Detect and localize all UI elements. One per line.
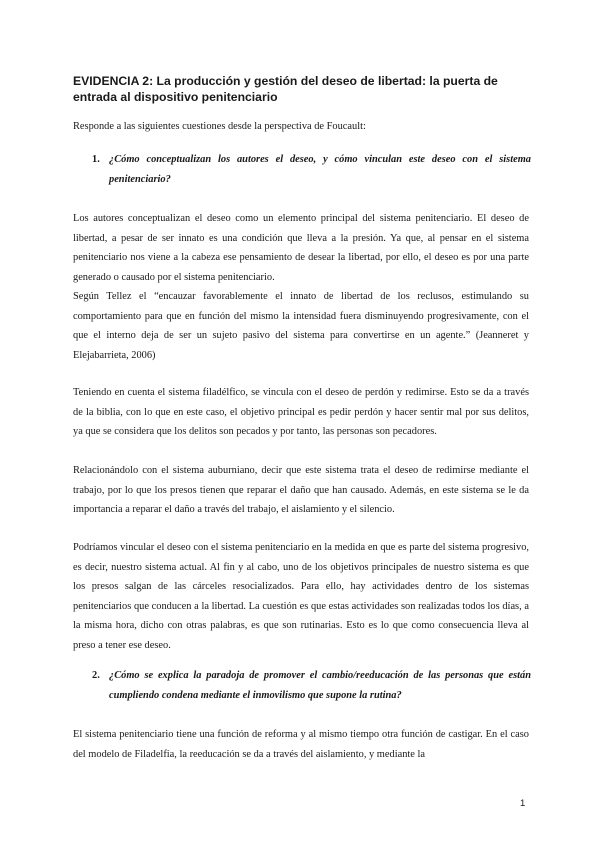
- question-text: ¿Cómo se explica la paradoja de promover el cambio/reeducación de las personas que están cumpliendo condena mediante el inmovilismo que supone la rutina?: [109, 670, 531, 701]
- question-number: 2.: [92, 670, 100, 681]
- body-paragraph: Podríamos vincular el deseo con el sistema penitenciario en la medida en que es parte del sistema progresivo, es decir, nuestro sistema actual. Al fin y al cabo, uno de los objetivos principales de nuestro sistema es que los presos salgan de las cárceles resocializados. Para ello, hay actividades dentro de los sistemas penitenciarios que conducen a la libertad. La cuestión es que estas actividades son realizadas todos los días, a la misma hora, dicho con otras palabras, es que son rutinarias. Esto es lo que como consecuencia lleva al preso a tener ese deseo.: [73, 542, 529, 651]
- question-number: 1.: [92, 154, 100, 165]
- body-paragraph: Teniendo en cuenta el sistema filadélfico, se vincula con el deseo de perdón y redimirse. Esto se da a través de la biblia, con lo que en este caso, el objetivo principal es pedir perdón y hacer sentir mal por sus delitos, ya que se considera que los delitos son pecados y por tanto, las personas son pecadores.: [73, 387, 529, 438]
- page-title: EVIDENCIA 2: La producción y gestión del deseo de libertad: la puerta de entrada al dispositivo penitenciario: [73, 74, 498, 104]
- body-paragraph: Relacionándolo con el sistema auburniano, decir que este sistema trata el deseo de redimirse mediante el trabajo, por lo que los presos tienen que reparar el daño que han causado. Además, en este sistema se le da importancia a reparar el daño a través del trabajo, el aislamiento y el silencio.: [73, 465, 529, 516]
- body-paragraph: El sistema penitenciario tiene una función de reforma y al mismo tiempo otra función de castigar. En el caso del modelo de Filadelfia, la reeducación se da a través del aislamiento, y mediante la: [73, 729, 529, 760]
- page-number: 1: [520, 798, 526, 809]
- question-text: ¿Cómo conceptualizan los autores el deseo, y cómo vinculan este deseo con el sistema penitenciario?: [109, 154, 531, 185]
- intro-text: Responde a las siguientes cuestiones desde la perspectiva de Foucault:: [73, 121, 366, 132]
- question-1: [73, 150, 531, 189]
- quote-paragraph: Según Tellez el “encauzar favorablemente el innato de libertad de los reclusos, estimulando su comportamiento para que en función del mismo la intensidad fuera disminuyendo progresivamente, con el que el interno deja de ser un sujeto pasivo del sistema para convertirse en un agente.” (Jeanneret y Elejabarrieta, 2006): [73, 291, 529, 361]
- body-paragraph: Los autores conceptualizan el deseo como un elemento principal del sistema penitenciario. El deseo de libertad, a pesar de ser innato es una condición que lleva a la presión. Ya que, al pensar en el sistema penitenciario nos viene a la cabeza ese pensamiento de desear la libertad, por ello, el deseo es por una parte generado o causado por el sistema penitenciario.: [73, 213, 529, 283]
- question-2: [73, 666, 531, 705]
